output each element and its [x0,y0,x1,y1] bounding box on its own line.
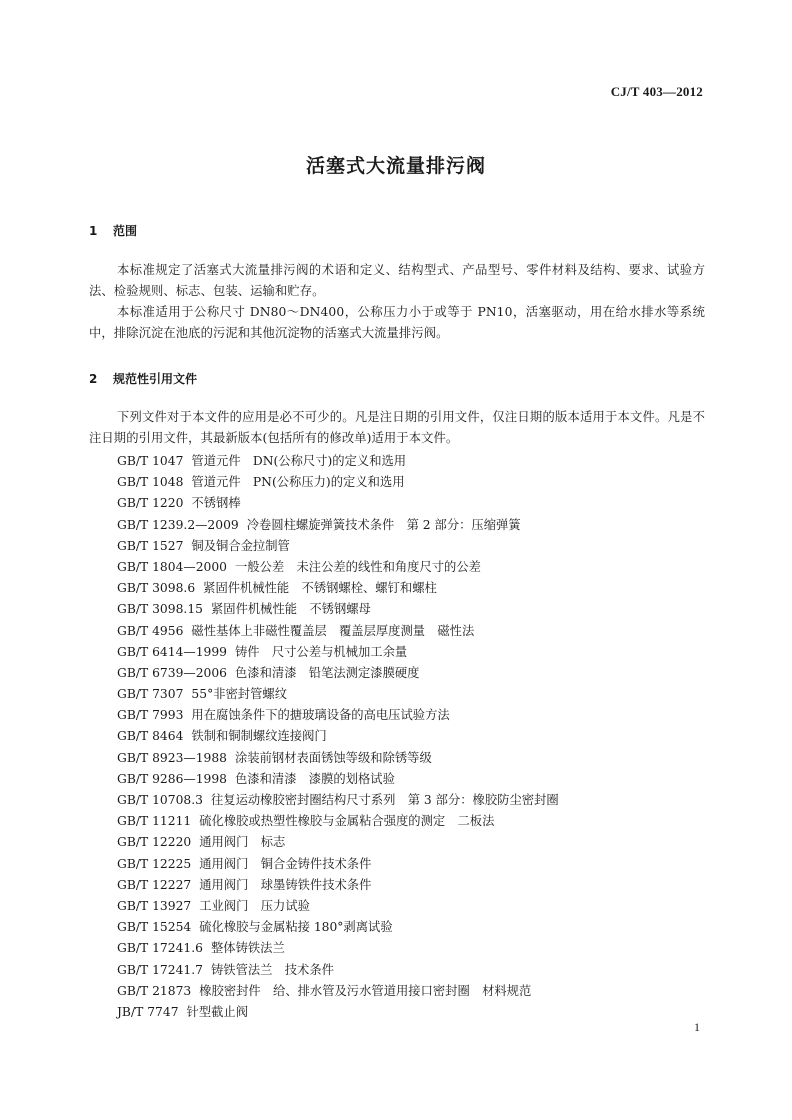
reference-item [117,599,559,620]
reference-item [117,557,559,578]
reference-code: GB/T 9286—1998 [117,771,227,786]
section-heading-scope [89,222,137,239]
reference-title: 往复运动橡胶密封圈结构尺寸系列 第 3 部分：橡胶防尘密封圈 [210,793,559,807]
reference-title: 一般公差 未注公差的线性和角度尺寸的公差 [235,559,481,574]
reference-code: GB/T 6414—1999 [117,644,227,659]
reference-title: 整体铸铁法兰 [210,941,285,956]
reference-title: 用在腐蚀条件下的搪玻璃设备的高电压试验方法 [191,708,450,723]
standard-code: CJ/T 403—2012 [610,84,703,99]
reference-item [117,896,559,917]
reference-item [117,748,559,769]
reference-code: GB/T 15254 [117,920,192,935]
reference-item [117,981,559,1002]
reference-title: 硫化橡胶或热塑性橡胶与金属粘合强度的测定 二板法 [199,814,495,829]
reference-title: 管道元件 PN(公称压力)的定义和选用 [191,475,405,490]
reference-code: GB/T 6739—2006 [117,665,227,680]
reference-item [117,472,559,493]
reference-item [117,726,559,747]
reference-title: 涂装前钢材表面锈蚀等级和除锈等级 [235,750,432,765]
section-title: 范围 [113,224,138,238]
reference-code: GB/T 1804—2000 [117,559,227,574]
reference-code: GB/T 12225 [117,856,192,871]
reference-title: 55°非密封管螺纹 [191,687,287,702]
reference-item [117,769,559,790]
reference-code: GB/T 1527 [117,538,184,553]
reference-code: GB/T 3098.6 [117,581,196,596]
reference-title: 针型截止阀 [186,1004,249,1019]
reference-item [117,917,559,938]
reference-title: 硫化橡胶与金属粘接 180°剥离试验 [199,920,393,935]
page-number: 1 [694,1020,700,1034]
reference-item [117,854,559,875]
reference-item [117,493,559,514]
reference-title: 紧固件机械性能 不锈钢螺母 [210,602,371,617]
reference-item [117,536,559,557]
reference-item [117,790,559,811]
reference-title: 色漆和清漆 漆膜的划格试验 [235,771,395,786]
reference-code: JB/T 7747 [117,1004,179,1019]
reference-code: GB/T 8923—1988 [117,750,227,765]
reference-code: GB/T 1048 [117,475,184,490]
reference-title: 通用阀门 铜合金铸件技术条件 [199,856,372,871]
reference-code: GB/T 11211 [117,814,192,829]
reference-title: 紧固件机械性能 不锈钢螺栓、螺钉和螺柱 [203,581,437,596]
reference-code: GB/T 8464 [117,729,184,744]
section-number: 1 [89,224,98,238]
reference-code: GB/T 13927 [117,898,192,913]
scope-paragraph-2: 本标准适用于公称尺寸 DN80～DN400，公称压力小于或等于 PN10，活塞驱动，用在给水排水等系统中，排除沉淀在池底的污泥和其他沉淀物的活塞式大流量排污阀。 [89,305,705,340]
reference-item [117,938,559,959]
reference-title: 磁性基体上非磁性覆盖层 覆盖层厚度测量 磁性法 [191,623,475,638]
reference-code: GB/T 17241.6 [117,941,203,956]
reference-item [117,578,559,599]
reference-title: 色漆和清漆 铅笔法测定漆膜硬度 [235,665,420,680]
section-number: 2 [89,372,98,386]
section-heading-normative-references [89,370,197,387]
reference-code: GB/T 10708.3 [117,793,203,807]
reference-title: 通用阀门 标志 [199,835,286,850]
reference-title: 工业阀门 压力试验 [199,898,310,913]
reference-item [117,663,559,684]
reference-title: 铸件 尺寸公差与机械加工余量 [235,644,408,659]
reference-item [117,811,559,832]
reference-item [117,684,559,705]
reference-code: GB/T 12220 [117,835,192,850]
reference-title: 通用阀门 球墨铸铁件技术条件 [199,877,372,892]
reference-title: 冷卷圆柱螺旋弹簧技术条件 第 2 部分：压缩弹簧 [246,517,521,532]
reference-item [117,1002,559,1023]
reference-code: GB/T 17241.7 [117,962,203,977]
section-title: 规范性引用文件 [113,372,198,386]
reference-item [117,515,559,536]
reference-title: 橡胶密封件 给、排水管及污水管道用接口密封圈 材料规范 [199,983,532,998]
reference-title: 铁制和铜制螺纹连接阀门 [191,729,327,744]
reference-item [117,642,559,663]
scope-paragraph-1: 本标准规定了活塞式大流量排污阀的术语和定义、结构型式、产品型号、零件材料及结构、要求、试验方法、检验规则、标志、包装、运输和贮存。 [89,263,705,298]
reference-list [117,451,559,1023]
reference-code: GB/T 1220 [117,496,184,511]
reference-code: GB/T 1047 [117,454,184,468]
document-title: 活塞式大流量排污阀 [305,155,486,177]
reference-item [117,621,559,642]
reference-item [117,832,559,853]
reference-code: GB/T 21873 [117,983,192,998]
reference-title: 管道元件 DN(公称尺寸)的定义和选用 [191,454,407,468]
reference-code: GB/T 7307 [117,687,184,702]
reference-item [117,451,559,472]
reference-item [117,960,559,981]
reference-title: 铸铁管法兰 技术条件 [210,962,334,977]
reference-title: 不锈钢棒 [191,496,241,511]
reference-code: GB/T 3098.15 [117,602,203,617]
references-intro-paragraph: 下列文件对于本文件的应用是必不可少的。凡是注日期的引用文件，仅注日期的版本适用于本文件。凡是不注日期的引用文件，其最新版本(包括所有的修改单)适用于本文件。 [89,410,705,445]
reference-code: GB/T 12227 [117,877,192,892]
reference-code: GB/T 7993 [117,708,184,723]
reference-item [117,705,559,726]
reference-code: GB/T 1239.2—2009 [117,517,239,532]
reference-code: GB/T 4956 [117,623,184,638]
reference-title: 铜及铜合金拉制管 [191,538,290,553]
reference-item [117,875,559,896]
